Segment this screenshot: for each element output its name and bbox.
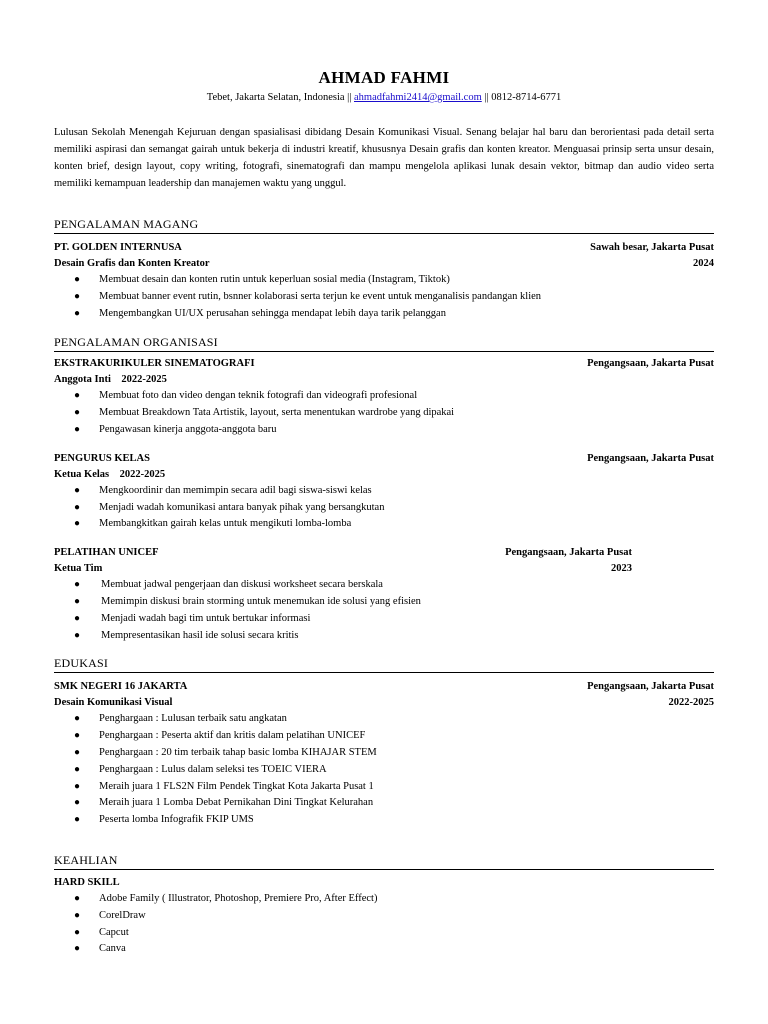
magang-role-row xyxy=(54,256,714,272)
org-3-row xyxy=(54,545,632,561)
edu-year: 2022-2025 xyxy=(668,697,714,709)
contact-line xyxy=(54,90,714,106)
bullet-icon: ● xyxy=(74,926,81,938)
list-item: ● Capcut xyxy=(54,925,714,942)
org-3-role-row xyxy=(54,561,632,577)
list-item: ● Menjadi wadah bagi tim untuk bertukar informasi xyxy=(54,611,714,628)
list-item: ● Penghargaan : 20 tim terbaik tahap basic lomba KIHAJAR STEM xyxy=(54,745,714,762)
edu-major: Desain Komunikasi Visual xyxy=(54,697,173,709)
org-1-role: Anggota Inti 2022-2025 xyxy=(54,374,167,386)
hard-skill-label: HARD SKILL xyxy=(54,876,120,888)
bullet-icon: ● xyxy=(74,407,81,419)
magang-org-row xyxy=(54,240,714,256)
org-2-role: Ketua Kelas 2022-2025 xyxy=(54,468,166,480)
list-item: ● Mempresentasikan hasil ide solusi secara kritis xyxy=(54,628,714,645)
org-2-location: Pengangsaan, Jakarta Pusat xyxy=(587,452,714,464)
magang-bullet-list xyxy=(54,272,714,322)
org-2-name: PENGURUS KELAS xyxy=(54,452,150,464)
section-title-magang: PENGALAMAN MAGANG xyxy=(54,217,714,234)
bullet-icon: ● xyxy=(74,307,81,319)
bullet-icon: ● xyxy=(74,579,81,591)
address-text: Tebet, Jakarta Selatan, Indonesia || xyxy=(206,92,352,103)
list-item: ● Meraih juara 1 Lomba Debat Pernikahan Dini Tingkat Kelurahan xyxy=(54,795,714,812)
list-item: ● Adobe Family ( Illustrator, Photoshop, Premiere Pro, After Effect) xyxy=(54,891,714,908)
edu-major-row xyxy=(54,695,714,711)
bullet-icon: ● xyxy=(74,730,81,742)
magang-org: PT. GOLDEN INTERNUSA xyxy=(54,242,182,253)
org-3-year: 2023 xyxy=(611,563,632,575)
bullet-icon: ● xyxy=(74,892,81,904)
list-item: ● Menjadi wadah komunikasi antara banyak pihak yang bersangkutan xyxy=(54,500,714,517)
bullet-icon: ● xyxy=(74,274,81,285)
org-2-role-row xyxy=(54,467,714,483)
section-title-organisasi: PENGALAMAN ORGANISASI xyxy=(54,335,714,352)
org-1-role-row xyxy=(54,372,714,388)
list-item: ● Penghargaan : Lulus dalam seleksi tes TOEIC VIERA xyxy=(54,762,714,779)
list-item: ● Mengkoordinir dan memimpin secara adil bagi siswa-siswi kelas xyxy=(54,483,714,500)
email-link[interactable]: ahmadfahmi2414@gmail.com xyxy=(354,92,482,103)
list-item: ● Meraih juara 1 FLS2N Film Pendek Tingkat Kota Jakarta Pusat 1 xyxy=(54,779,714,796)
list-item: ● Peserta lomba Infografik FKIP UMS xyxy=(54,812,714,829)
list-item: ● Pengawasan kinerja anggota-anggota baru xyxy=(54,422,714,439)
skill-bullet-list xyxy=(54,891,714,958)
bullet-icon: ● xyxy=(74,501,81,513)
bullet-icon: ● xyxy=(74,423,81,435)
bullet-icon: ● xyxy=(74,909,81,921)
magang-role: Desain Grafis dan Konten Kreator xyxy=(54,258,210,269)
list-item: ● Membuat jadwal pengerjaan dan diskusi worksheet secara berskala xyxy=(54,577,714,594)
summary-paragraph: Lulusan Sekolah Menengah Kejuruan dengan spasialisasi dibidang Desain Komunikasi Visual. Senang belajar hal baru dan berorientasi pada detail serta memiliki aspirasi dan semangat gairah untuk bekerja di industri kreatif, khususnya Desain grafis dan konten kreator. Menguasai prinsip serta unsur desain, konten brief, design layout, copy writing, fotografi, sinematografi dan mampu mengelola aplikasi lunak desain vektor, bitmap dan audio video serta memiliki kemampuan leadership dan manajemen waktu yang unggul. xyxy=(54,127,714,189)
org-2-row xyxy=(54,451,714,467)
edu-location: Pengangsaan, Jakarta Pusat xyxy=(587,681,714,693)
list-item: ● Membuat banner event rutin, bsnner kolaborasi serta terjun ke event untuk menganalisis pandangan klien xyxy=(54,289,714,306)
list-item: ● Canva xyxy=(54,941,714,958)
bullet-icon: ● xyxy=(74,595,81,607)
bullet-icon: ● xyxy=(74,814,81,826)
bullet-icon: ● xyxy=(74,612,81,624)
org-1-row xyxy=(54,356,714,372)
org-3-role: Ketua Tim xyxy=(54,563,103,575)
bullet-icon: ● xyxy=(74,797,81,809)
bullet-icon: ● xyxy=(74,484,81,496)
bullet-icon: ● xyxy=(74,518,81,530)
edu-school: SMK NEGERI 16 JAKARTA xyxy=(54,681,188,693)
list-item: ● Mengembangkan UI/UX perusahan sehingga mendapat lebih daya tarik pelanggan xyxy=(54,306,714,323)
list-item: ● Membuat foto dan video dengan teknik fotografi dan videografi profesional xyxy=(54,388,714,405)
list-item: ● Membuat Breakdown Tata Artistik, layout, serta menentukan wardrobe yang dipakai xyxy=(54,405,714,422)
list-item: ● Penghargaan : Peserta aktif dan kritis dalam pelatihan UNICEF xyxy=(54,728,714,745)
bullet-icon: ● xyxy=(74,290,81,302)
list-item: ● Penghargaan : Lulusan terbaik satu angkatan xyxy=(54,711,714,728)
list-item: ● CorelDraw xyxy=(54,908,714,925)
bullet-icon: ● xyxy=(74,746,81,758)
edu-bullet-list xyxy=(54,711,714,829)
candidate-name: AHMAD FAHMI xyxy=(318,68,450,87)
magang-location: Sawah besar, Jakarta Pusat xyxy=(590,242,714,253)
org-1-location: Pengangsaan, Jakarta Pusat xyxy=(587,358,714,370)
org-3-name: PELATIHAN UNICEF xyxy=(54,547,159,559)
bullet-icon: ● xyxy=(74,780,81,792)
resume-page xyxy=(54,66,714,958)
org-1-bullet-list xyxy=(54,388,714,438)
bullet-icon: ● xyxy=(74,763,81,775)
list-item: ● Membangkitkan gairah kelas untuk mengikuti lomba-lomba xyxy=(54,516,714,533)
edu-school-row xyxy=(54,679,714,695)
phone-text: || 0812-8714-6771 xyxy=(484,92,562,103)
section-title-edukasi: EDUKASI xyxy=(54,656,714,673)
magang-year: 2024 xyxy=(693,258,714,269)
bullet-icon: ● xyxy=(74,629,81,641)
list-item: ● Membuat desain dan konten rutin untuk keperluan sosial media (Instagram, Tiktok) xyxy=(54,272,714,289)
bullet-icon: ● xyxy=(74,713,81,725)
org-1-name: EKSTRAKURIKULER SINEMATOGRAFI xyxy=(54,358,255,370)
org-2-bullet-list xyxy=(54,483,714,533)
hard-skill-row xyxy=(54,875,714,891)
org-3-bullet-list xyxy=(54,577,714,644)
bullet-icon: ● xyxy=(74,390,81,402)
bullet-icon: ● xyxy=(74,943,81,955)
org-3-location: Pengangsaan, Jakarta Pusat xyxy=(505,547,632,559)
list-item: ● Memimpin diskusi brain storming untuk menemukan ide solusi yang efisien xyxy=(54,594,714,611)
section-title-keahlian: KEAHLIAN xyxy=(54,853,714,870)
